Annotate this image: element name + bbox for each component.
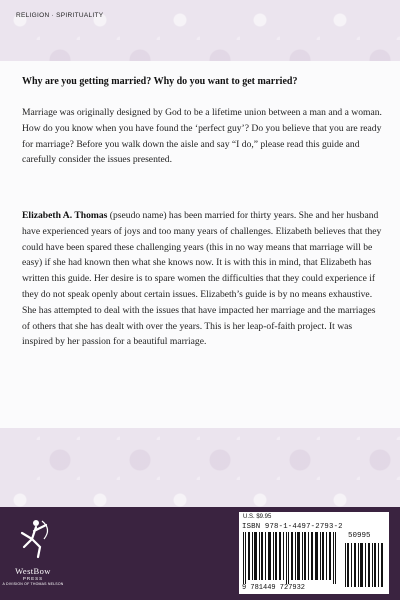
author-bio-paragraph [22, 208, 382, 350]
publisher-press: PRESS [22, 576, 44, 581]
intro-paragraph: Marriage was originally designed by God to be a lifetime union between a man and a woman. How do you know when you have found the ‘perfect guy’? Do you believe that you are ready for marriage? Before you walk down the aisle and say “I do,” please read this guide and carefully consider the issues presented. [22, 107, 382, 166]
author-bio-text: (pseudo name) has been married for thirty years. She and her husband have experienced years of joys and too many years of challenges. Elizabeth believes that they could have been spared these challenging years (this in no way means that marriage will be easy) if she had known then what she knows now. It is with this in mind, that Elizabeth has written this guide. Her desire is to spare women the difficulties that they could experience if they do not speak openly about certain issues. Elizabeth’s guide is by no means exhaustive. She has attempted to deal with the issues that have impacted her marriage and the marriages of others that she has dealt with over the years. This is her leap-of-faith project. It was inspired by her passion for a beautiful marriage. [22, 210, 382, 348]
barcode-number: 9 781449 727932 [242, 584, 306, 592]
price-label: U.S. $9.95 [243, 514, 272, 520]
publisher-name: WestBow [15, 566, 51, 576]
isbn-label: ISBN 978-1-4497-2793-2 [242, 523, 343, 531]
barcode-main [242, 532, 340, 584]
publisher-division: A DIVISION OF THOMAS NELSON [2, 582, 64, 586]
addon-number: 50995 [348, 532, 371, 540]
barcode-addon [344, 543, 386, 587]
category-label: RELIGION · SPIRITUALITY [16, 12, 104, 19]
headline-question: Why are you getting married? Why do you want to get married? [22, 76, 298, 87]
author-name: Elizabeth A. Thomas [22, 210, 108, 221]
